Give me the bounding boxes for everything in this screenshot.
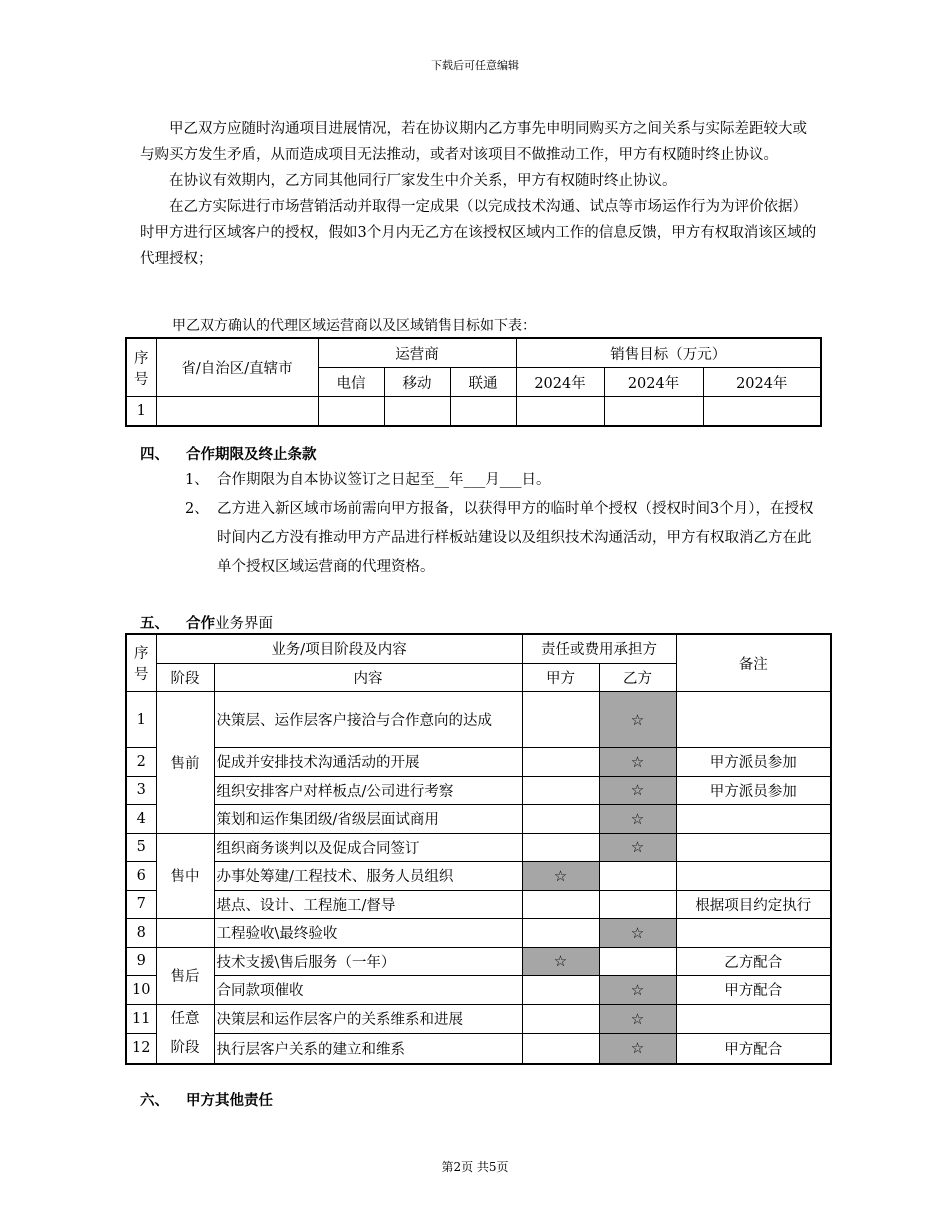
row-seq: 12 bbox=[126, 1033, 156, 1063]
row-seq: 9 bbox=[126, 947, 156, 976]
table-row bbox=[126, 833, 831, 862]
row-content: 工程验收\最终验收 bbox=[214, 919, 522, 948]
row-content: 合同款项催收 bbox=[214, 976, 522, 1005]
party-a-cell bbox=[522, 1004, 599, 1033]
star-mark: ☆ bbox=[599, 976, 676, 1005]
cell bbox=[450, 397, 516, 427]
row-note bbox=[676, 1004, 831, 1033]
party-b-cell bbox=[599, 890, 676, 919]
row-seq: 1 bbox=[126, 692, 156, 748]
table-row bbox=[126, 805, 831, 834]
star-mark: ☆ bbox=[599, 1033, 676, 1063]
section-title-bold: 合作 bbox=[186, 615, 215, 632]
table-row bbox=[126, 397, 821, 427]
row-seq: 6 bbox=[126, 862, 156, 891]
body-paragraphs bbox=[140, 116, 820, 272]
table-row bbox=[126, 947, 831, 976]
section-number: 四、 bbox=[140, 446, 169, 463]
page-header: 下载后可任意编辑 bbox=[431, 59, 519, 72]
row-seq: 7 bbox=[126, 890, 156, 919]
row-content: 决策层、运作层客户接洽与合作意向的达成 bbox=[214, 692, 522, 748]
row-content: 执行层客户关系的建立和维系 bbox=[214, 1033, 522, 1063]
party-a-cell bbox=[522, 1033, 599, 1063]
row-note: 乙方配合 bbox=[676, 947, 831, 976]
row-note bbox=[676, 833, 831, 862]
table-row bbox=[126, 919, 831, 948]
row-note bbox=[676, 862, 831, 891]
row-seq: 2 bbox=[126, 748, 156, 777]
region-target-table bbox=[125, 337, 822, 427]
cell bbox=[156, 397, 318, 427]
row-note: 根据项目约定执行 bbox=[676, 890, 831, 919]
header-operator-name: 联通 bbox=[450, 368, 516, 397]
row-content: 组织安排客户对样板点/公司进行考察 bbox=[214, 776, 522, 805]
cell bbox=[384, 397, 450, 427]
stage-cell bbox=[156, 919, 214, 948]
section-number: 五、 bbox=[140, 615, 169, 632]
table-row bbox=[126, 890, 831, 919]
star-mark: ☆ bbox=[599, 833, 676, 862]
stage-cell: 售中 bbox=[156, 833, 214, 919]
party-b-cell bbox=[599, 862, 676, 891]
item-number: 2、 bbox=[185, 501, 209, 517]
party-a-cell bbox=[522, 919, 599, 948]
row-note: 甲方派员参加 bbox=[676, 748, 831, 777]
party-a-cell bbox=[522, 748, 599, 777]
row-content: 决策层和运作层客户的关系维系和进展 bbox=[214, 1004, 522, 1033]
paragraph: 在协议有效期内，乙方同其他同行厂家发生中介关系，甲方有权随时终止协议。 bbox=[169, 173, 677, 189]
header-operator: 运营商 bbox=[318, 338, 516, 368]
cell bbox=[516, 397, 604, 427]
row-content: 技术支援\售后服务（一年） bbox=[214, 947, 522, 976]
table-row bbox=[126, 776, 831, 805]
table-row bbox=[126, 748, 831, 777]
party-a-cell bbox=[522, 976, 599, 1005]
header-operator-name: 移动 bbox=[384, 368, 450, 397]
row-note bbox=[676, 805, 831, 834]
section-title: 甲方其他责任 bbox=[186, 1092, 273, 1109]
header-year: 2024年 bbox=[604, 368, 703, 397]
header-seq: 序号 bbox=[126, 338, 156, 397]
row-note: 甲方配合 bbox=[676, 1033, 831, 1063]
row-seq: 4 bbox=[126, 805, 156, 834]
section-6-heading bbox=[140, 1089, 273, 1110]
star-mark: ☆ bbox=[599, 805, 676, 834]
page-footer: 第2页 共5页 bbox=[441, 1160, 509, 1174]
star-mark: ☆ bbox=[522, 947, 599, 976]
party-a-cell bbox=[522, 776, 599, 805]
party-a-cell bbox=[522, 692, 599, 748]
item-number: 1、 bbox=[185, 472, 209, 488]
party-a-cell bbox=[522, 833, 599, 862]
header-year: 2024年 bbox=[516, 368, 604, 397]
row-seq: 5 bbox=[126, 833, 156, 862]
party-a-cell bbox=[522, 805, 599, 834]
business-interface-table bbox=[125, 633, 832, 1065]
header-content: 内容 bbox=[214, 663, 522, 692]
table-row bbox=[126, 862, 831, 891]
item-text: 乙方进入新区域市场前需向甲方报备，以获得甲方的临时单个授权（授权时间3个月），在授权时间内乙方没有推动甲方产品进行样板站建设以及组织技术沟通活动，甲方有权取消乙方在此单个授权区域运营商的代理资格。 bbox=[217, 501, 814, 575]
row-seq: 11 bbox=[126, 1004, 156, 1033]
table-row bbox=[126, 976, 831, 1005]
header-stage: 阶段 bbox=[156, 663, 214, 692]
header-operator-name: 电信 bbox=[318, 368, 384, 397]
row-seq: 1 bbox=[126, 397, 156, 427]
stage-cell: 售后 bbox=[156, 947, 214, 1004]
party-b-cell bbox=[599, 947, 676, 976]
header-party-a: 甲方 bbox=[522, 663, 599, 692]
row-seq: 8 bbox=[126, 919, 156, 948]
header-region: 省/自治区/直辖市 bbox=[156, 338, 318, 397]
row-content: 策划和运作集团级/省级层面试商用 bbox=[214, 805, 522, 834]
star-mark: ☆ bbox=[599, 748, 676, 777]
header-business: 业务/项目阶段及内容 bbox=[156, 634, 522, 663]
star-mark: ☆ bbox=[522, 862, 599, 891]
row-note: 甲方配合 bbox=[676, 976, 831, 1005]
row-content: 组织商务谈判以及促成合同签订 bbox=[214, 833, 522, 862]
section-title: 合作期限及终止条款 bbox=[186, 446, 317, 463]
section-5-heading bbox=[140, 612, 273, 633]
star-mark: ☆ bbox=[599, 692, 676, 748]
row-content: 促成并安排技术沟通活动的开展 bbox=[214, 748, 522, 777]
table-row bbox=[126, 692, 831, 748]
party-a-cell bbox=[522, 890, 599, 919]
header-responsibility: 责任或费用承担方 bbox=[522, 634, 676, 663]
row-note bbox=[676, 692, 831, 748]
cell bbox=[604, 397, 703, 427]
paragraph: 在乙方实际进行市场营销活动并取得一定成果（以完成技术沟通、试点等市场运作行为为评价依据）时甲方进行区域客户的授权，假如3个月内无乙方在该授权区域内工作的信息反馈，甲方有权取消该区域的代理授权； bbox=[140, 199, 817, 267]
row-seq: 10 bbox=[126, 976, 156, 1005]
cell bbox=[318, 397, 384, 427]
cell bbox=[703, 397, 821, 427]
stage-cell: 任意阶段 bbox=[156, 1004, 214, 1064]
section-number: 六、 bbox=[140, 1092, 169, 1109]
stage-cell: 售前 bbox=[156, 692, 214, 834]
header-note: 备注 bbox=[676, 634, 831, 692]
row-content: 堪点、设计、工程施工/督导 bbox=[214, 890, 522, 919]
section-title-rest: 业务界面 bbox=[215, 616, 273, 632]
table-row bbox=[126, 1004, 831, 1033]
row-content: 办事处筹建/工程技术、服务人员组织 bbox=[214, 862, 522, 891]
star-mark: ☆ bbox=[599, 776, 676, 805]
star-mark: ☆ bbox=[599, 1004, 676, 1033]
row-seq: 3 bbox=[126, 776, 156, 805]
row-note bbox=[676, 919, 831, 948]
paragraph: 甲乙双方应随时沟通项目进展情况，若在协议期内乙方事先申明同购买方之间关系与实际差距较大或与购买方发生矛盾，从而造成项目无法推动，或者对该项目不做推动工作，甲方有权随时终止协议。 bbox=[140, 121, 807, 163]
header-seq: 序号 bbox=[126, 634, 156, 692]
header-sales-target: 销售目标（万元） bbox=[516, 338, 821, 368]
item-text: 合作期限为自本协议签订之日起至__年___月___日。 bbox=[217, 472, 551, 488]
table-row bbox=[126, 1033, 831, 1063]
header-party-b: 乙方 bbox=[599, 663, 676, 692]
star-mark: ☆ bbox=[599, 919, 676, 948]
table1-caption: 甲乙双方确认的代理区域运营商以及区域销售目标如下表： bbox=[172, 318, 536, 334]
header-year: 2024年 bbox=[703, 368, 821, 397]
row-note: 甲方派员参加 bbox=[676, 776, 831, 805]
section-4-heading bbox=[140, 443, 317, 464]
